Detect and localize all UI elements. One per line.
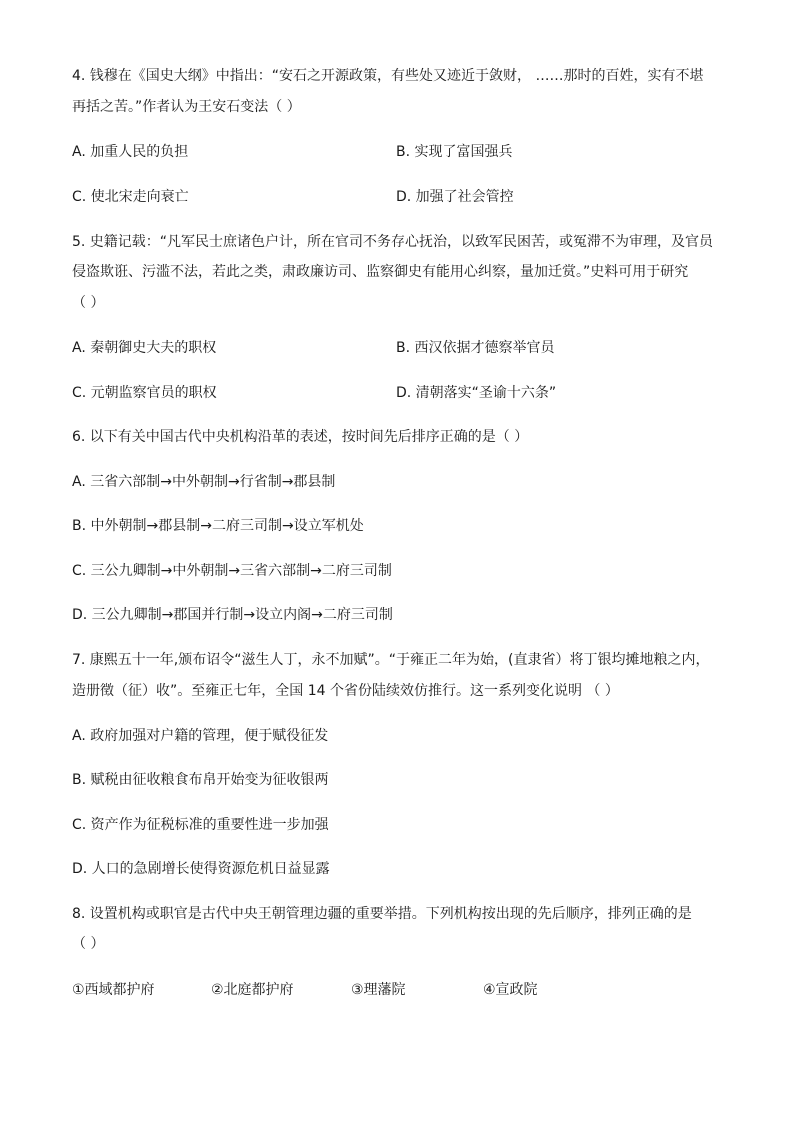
option-d: D. 清朝落实“圣谕十六条” (396, 385, 557, 401)
question-stem-line: 6. 以下有关中国古代中央机构沿革的表述，按时间先后排序正确的是（ ） (72, 429, 529, 445)
question-stem-line: （ ） (72, 295, 105, 311)
question-stem-line: （ ） (72, 936, 105, 952)
question-stem-line: 侵盗欺诳、污滥不法，若此之类，肃政廉访司、监察御史有能用心纠察，量加迁赏。”史料可用于研究 (72, 264, 689, 280)
list-item: ③理藩院 (351, 982, 406, 998)
option-c: C. 使北宋走向衰亡 (72, 189, 189, 205)
option-c: C. 三公九卿制→中外朝制→三省六部制→二府三司制 (72, 563, 392, 579)
list-item: ④宣政院 (483, 982, 538, 998)
option-b: B. 实现了富国强兵 (396, 144, 513, 160)
option-a: A. 三省六部制→中外朝制→行省制→郡县制 (72, 474, 336, 490)
option-d: D. 加强了社会管控 (396, 189, 514, 205)
question-stem-line: 7. 康熙五十一年,颁布诏令“滋生人丁，永不加赋”。“于雍正二年为始，(直隶省）将丁银均摊地粮之内， (72, 652, 710, 668)
option-a: A. 秦朝御史大夫的职权 (72, 340, 217, 356)
option-a: A. 政府加强对户籍的管理，便于赋役征发 (72, 728, 329, 744)
list-item: ②北庭都护府 (211, 982, 294, 998)
option-c: C. 资产作为征税标准的重要性进一步加强 (72, 817, 329, 833)
question-stem-line: 5. 史籍记载：“凡军民士庶诸色户计，所在官司不务存心抚治，以致军民困苦，或冤滞不为审理，及官员 (72, 234, 714, 250)
question-stem-line: 造册徵（征）收”。至雍正七年，全国 14 个省份陆续效仿推行。这一系列变化说明 （ ） (72, 683, 619, 699)
question-stem-line: 再括之苦。”作者认为王安石变法（ ） (72, 99, 301, 115)
option-a: A. 加重人民的负担 (72, 144, 189, 160)
option-b: B. 中外朝制→郡县制→二府三司制→设立军机处 (72, 518, 364, 534)
option-d: D. 三公九卿制→郡国并行制→设立内阁→二府三司制 (72, 607, 393, 623)
question-stem-line: 4. 钱穆在《国史大纲》中指出：“安石之开源政策，有些处又迹近于敛财， ……那时的百姓，实有不堪 (72, 68, 704, 84)
option-b: B. 西汉依据才德察举官员 (396, 340, 555, 356)
option-d: D. 人口的急剧增长使得资源危机日益显露 (72, 861, 330, 877)
question-stem-line: 8. 设置机构或职官是古代中央王朝管理边疆的重要举措。下列机构按出现的先后顺序，排列正确的是 (72, 906, 692, 922)
option-b: B. 赋税由征收粮食布帛开始变为征收银两 (72, 772, 329, 788)
option-c: C. 元朝监察官员的职权 (72, 385, 217, 401)
list-item: ①西域都护府 (72, 982, 155, 998)
